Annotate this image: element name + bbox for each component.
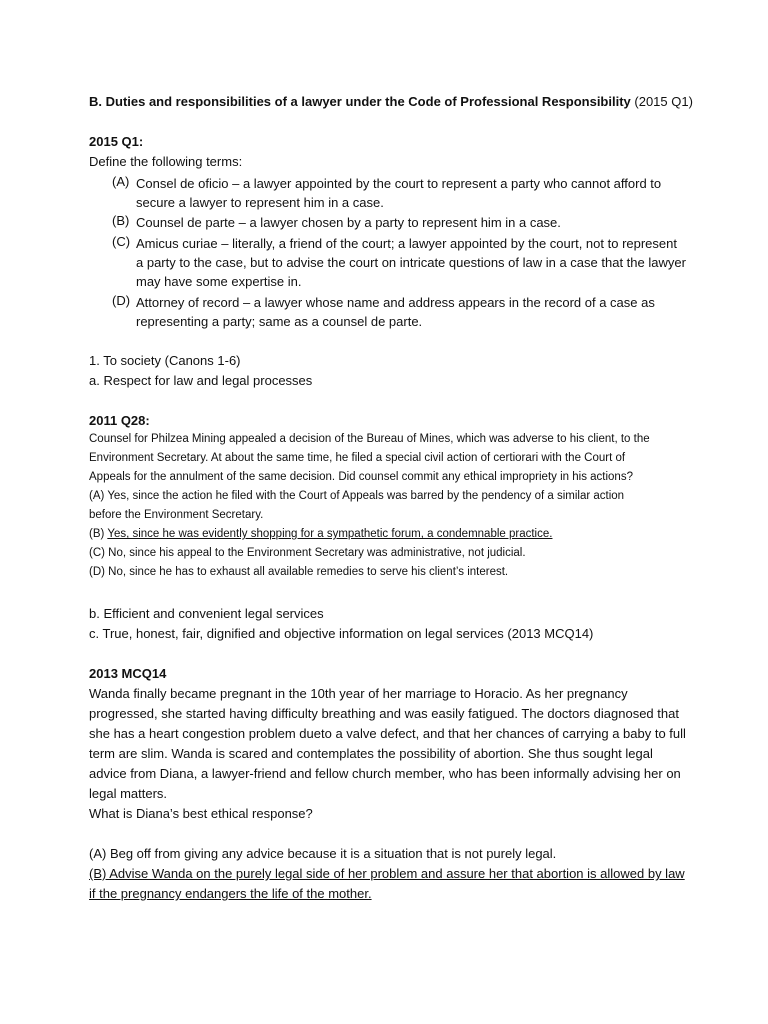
q2013-body-line: advice from Diana, a lawyer-friend and fellow church member, who has been informally advising her on <box>89 766 681 781</box>
q2011-body-line: Environment Secretary. At about the same time, he filed a special civil action of certiorari with the Court of <box>89 452 626 464</box>
q2011-option-b <box>89 528 552 540</box>
services-b: b. Efficient and convenient legal services <box>89 606 324 621</box>
q2013-body-line: term are slim. Wanda is scared and contemplates the possibility of abortion. She thus sought legal <box>89 746 653 761</box>
def-marker: (B) <box>112 213 130 228</box>
q2013-body-line: legal matters. <box>89 786 168 801</box>
q2011-option-a: (A) Yes, since the action he filed with the Court of Appeals was barred by the pendency of a similar action <box>89 490 625 502</box>
q2011-body-line: Appeals for the annulment of the same decision. Did counsel commit any ethical impropriety in his actions? <box>89 471 633 483</box>
q2013-option-b: (B) Advise Wanda on the purely legal side of her problem and assure her that abortion is allowed by law <box>89 866 685 881</box>
def-marker: (A) <box>112 174 130 189</box>
society-heading: 1. To society (Canons 1-6) <box>89 353 241 368</box>
q2011-label: 2011 Q28: <box>89 413 150 428</box>
definition-item <box>136 234 686 291</box>
q2013-body-line: Wanda finally became pregnant in the 10th year of her marriage to Horacio. As her pregnancy <box>89 686 628 701</box>
society-subheading: a. Respect for law and legal processes <box>89 373 313 388</box>
q2011-option-d: (D) No, since he has to exhaust all available remedies to serve his client’s interest. <box>89 566 509 578</box>
definition-line: representing a party; same as a counsel de parte. <box>136 314 423 329</box>
q2013-body-line: progressed, she started having difficulty breathing and was easily fatigued. The doctors diagnosed that <box>89 706 679 721</box>
services-c: c. True, honest, fair, dignified and objective information on legal services (2013 MCQ14) <box>89 626 594 641</box>
definition-line: may have some expertise in. <box>136 274 302 289</box>
q2013-option-a: (A) Beg off from giving any advice because it is a situation that is not purely legal. <box>89 846 557 861</box>
definition-line: a party to the case, but to advise the court on intricate questions of law in a case that the lawyer <box>136 255 686 270</box>
def-marker: (C) <box>112 234 131 249</box>
definition-item <box>136 174 661 212</box>
def-marker: (D) <box>112 293 131 308</box>
q2013-body-line: she has a heart congestion problem dueto a valve defect, and that her chances of carrying a baby to full <box>89 726 686 741</box>
q2011-option-c: (C) No, since his appeal to the Environment Secretary was administrative, not judicial. <box>89 547 526 559</box>
q2015-prompt: Define the following terms: <box>89 154 243 169</box>
definition-line: secure a lawyer to represent him in a case. <box>136 195 384 210</box>
definition-line: Consel de oficio – a lawyer appointed by the court to represent a party who cannot afford to <box>136 176 662 191</box>
q2015-label: 2015 Q1: <box>89 134 144 149</box>
option-marker: (B) <box>89 528 108 540</box>
definition-line: Amicus curiae – literally, a friend of the court; a lawyer appointed by the court, not to represent <box>136 236 677 251</box>
q2011-body-line: Counsel for Philzea Mining appealed a decision of the Bureau of Mines, which was adverse to his client, to the <box>89 433 650 445</box>
section-ref: (2015 Q1) <box>630 94 693 109</box>
definition-item <box>136 293 655 331</box>
q2013-label: 2013 MCQ14 <box>89 666 167 681</box>
option-b-answer: Yes, since he was evidently shopping for a sympathetic forum, a condemnable practice. <box>107 528 553 540</box>
definition-line: Attorney of record – a lawyer whose name and address appears in the record of a case as <box>136 295 655 310</box>
q2013-option-b-cont: if the pregnancy endangers the life of the mother. <box>89 886 372 901</box>
section-heading <box>89 94 693 109</box>
definition-item <box>136 213 561 232</box>
section-title: B. Duties and responsibilities of a lawyer under the Code of Professional Responsibility <box>89 94 631 109</box>
q2013-question: What is Diana’s best ethical response? <box>89 806 313 821</box>
q2011-option-a-cont: before the Environment Secretary. <box>89 509 264 521</box>
definition-line: Counsel de parte – a lawyer chosen by a party to represent him in a case. <box>136 215 561 230</box>
